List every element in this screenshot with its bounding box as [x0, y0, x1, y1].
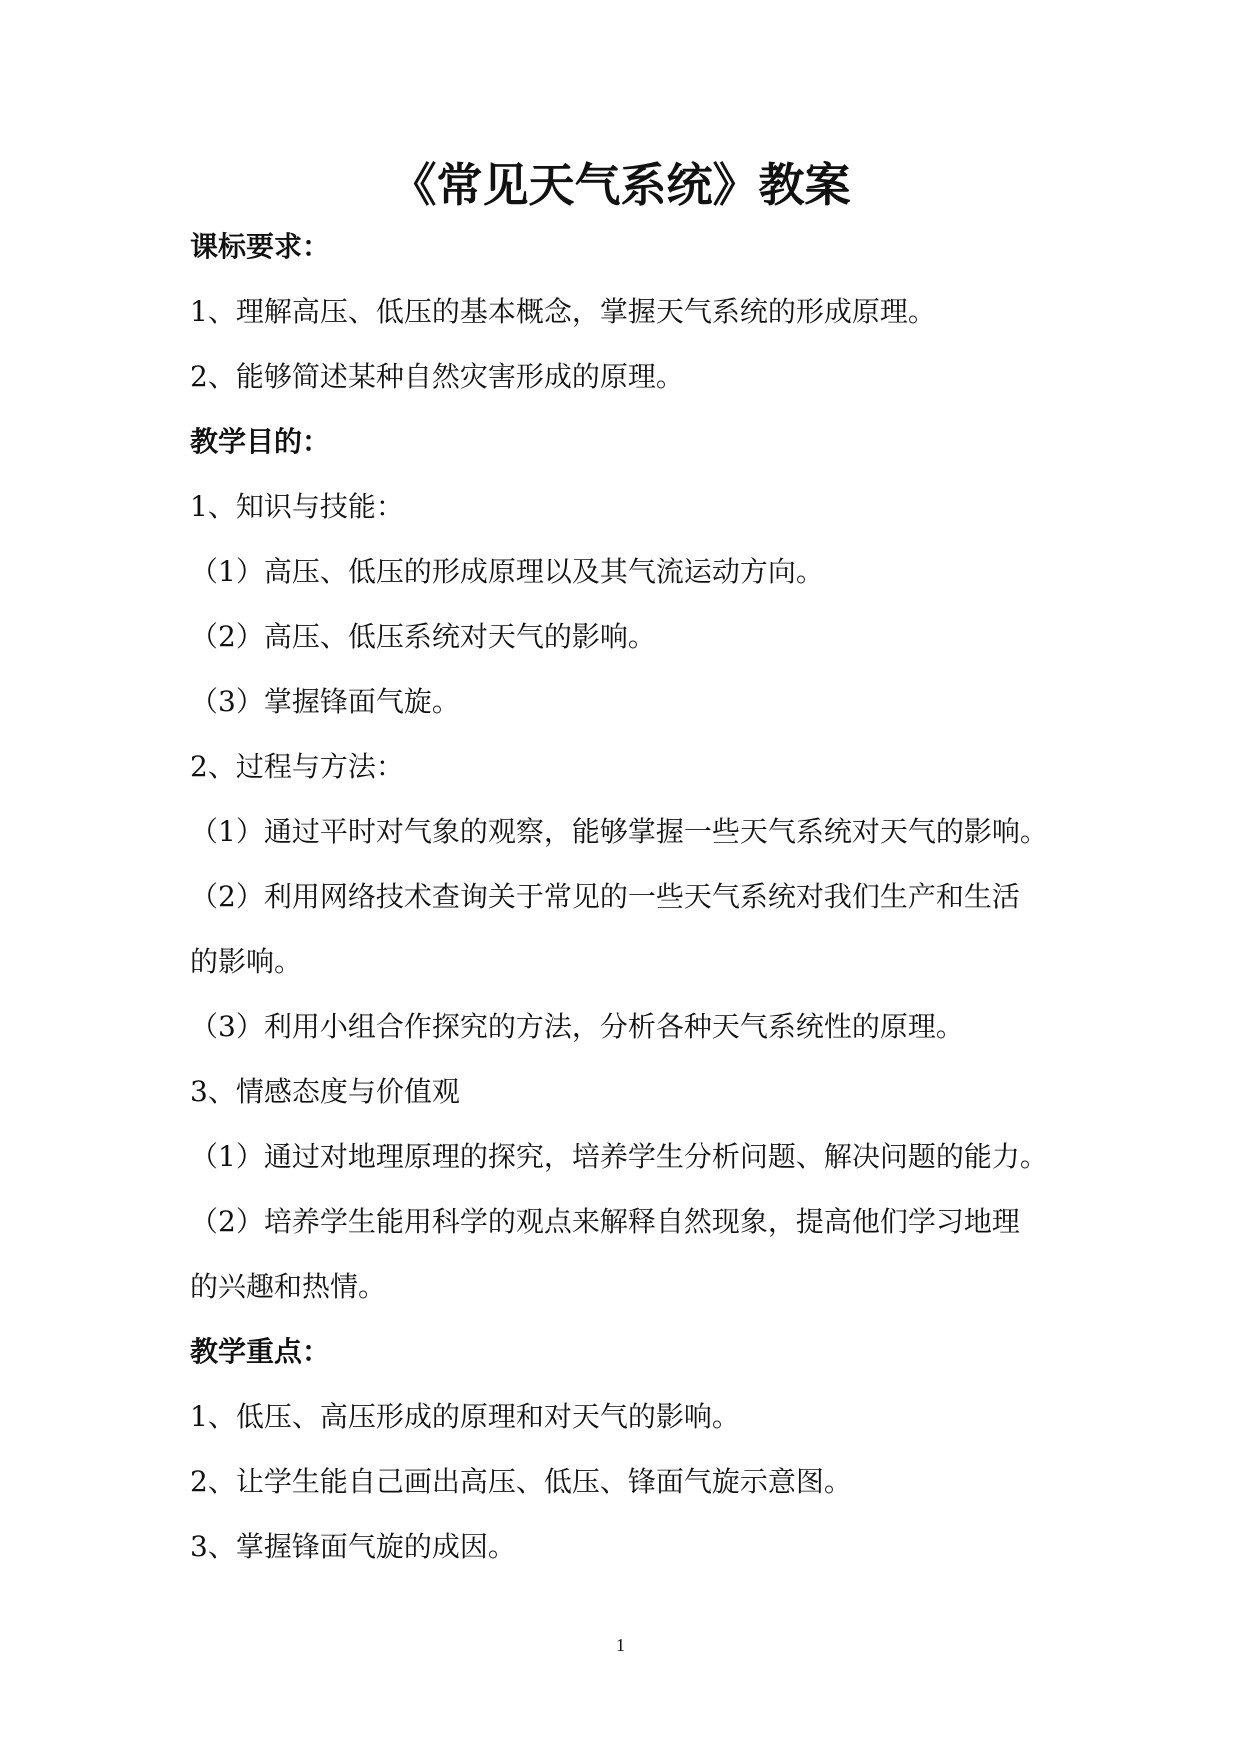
document-title: 《常见天气系统》教案 — [390, 158, 851, 212]
body-line: 3、掌握锋面气旋的成因。 — [190, 1530, 516, 1563]
body-line: （1）通过对地理原理的探究，培养学生分析问题、解决问题的能力。 — [190, 1140, 1048, 1173]
body-line: 的影响。 — [190, 945, 303, 978]
body-line: （2）培养学生能用科学的观点来解释自然现象，提高他们学习地理 — [190, 1205, 1020, 1238]
body-line: 2、让学生能自己画出高压、低压、锋面气旋示意图。 — [190, 1465, 852, 1498]
body-line: 1、低压、高压形成的原理和对天气的影响。 — [190, 1400, 740, 1433]
heading-teaching-focus: 教学重点： — [190, 1335, 331, 1368]
body-line: 2、过程与方法： — [190, 750, 404, 783]
body-line: 2、能够简述某种自然灾害形成的原理。 — [190, 360, 684, 393]
heading-curriculum-requirements: 课标要求： — [190, 230, 331, 263]
body-line: （3）掌握锋面气旋。 — [190, 685, 460, 718]
body-line: （1）高压、低压的形成原理以及其气流运动方向。 — [190, 555, 824, 588]
body-line: （2）利用网络技术查询关于常见的一些天气系统对我们生产和生活 — [190, 880, 1020, 913]
body-line: 1、理解高压、低压的基本概念，掌握天气系统的形成原理。 — [190, 295, 936, 328]
heading-teaching-objectives: 教学目的： — [190, 425, 331, 458]
page-number: 1 — [616, 1635, 625, 1655]
body-line: （2）高压、低压系统对天气的影响。 — [190, 620, 656, 653]
body-line: （3）利用小组合作探究的方法，分析各种天气系统性的原理。 — [190, 1010, 964, 1043]
body-line: 3、情感态度与价值观 — [190, 1075, 460, 1108]
body-line: 的兴趣和热情。 — [190, 1270, 387, 1303]
body-line: （1）通过平时对气象的观察，能够掌握一些天气系统对天气的影响。 — [190, 815, 1048, 848]
body-line: 1、知识与技能： — [190, 490, 404, 523]
